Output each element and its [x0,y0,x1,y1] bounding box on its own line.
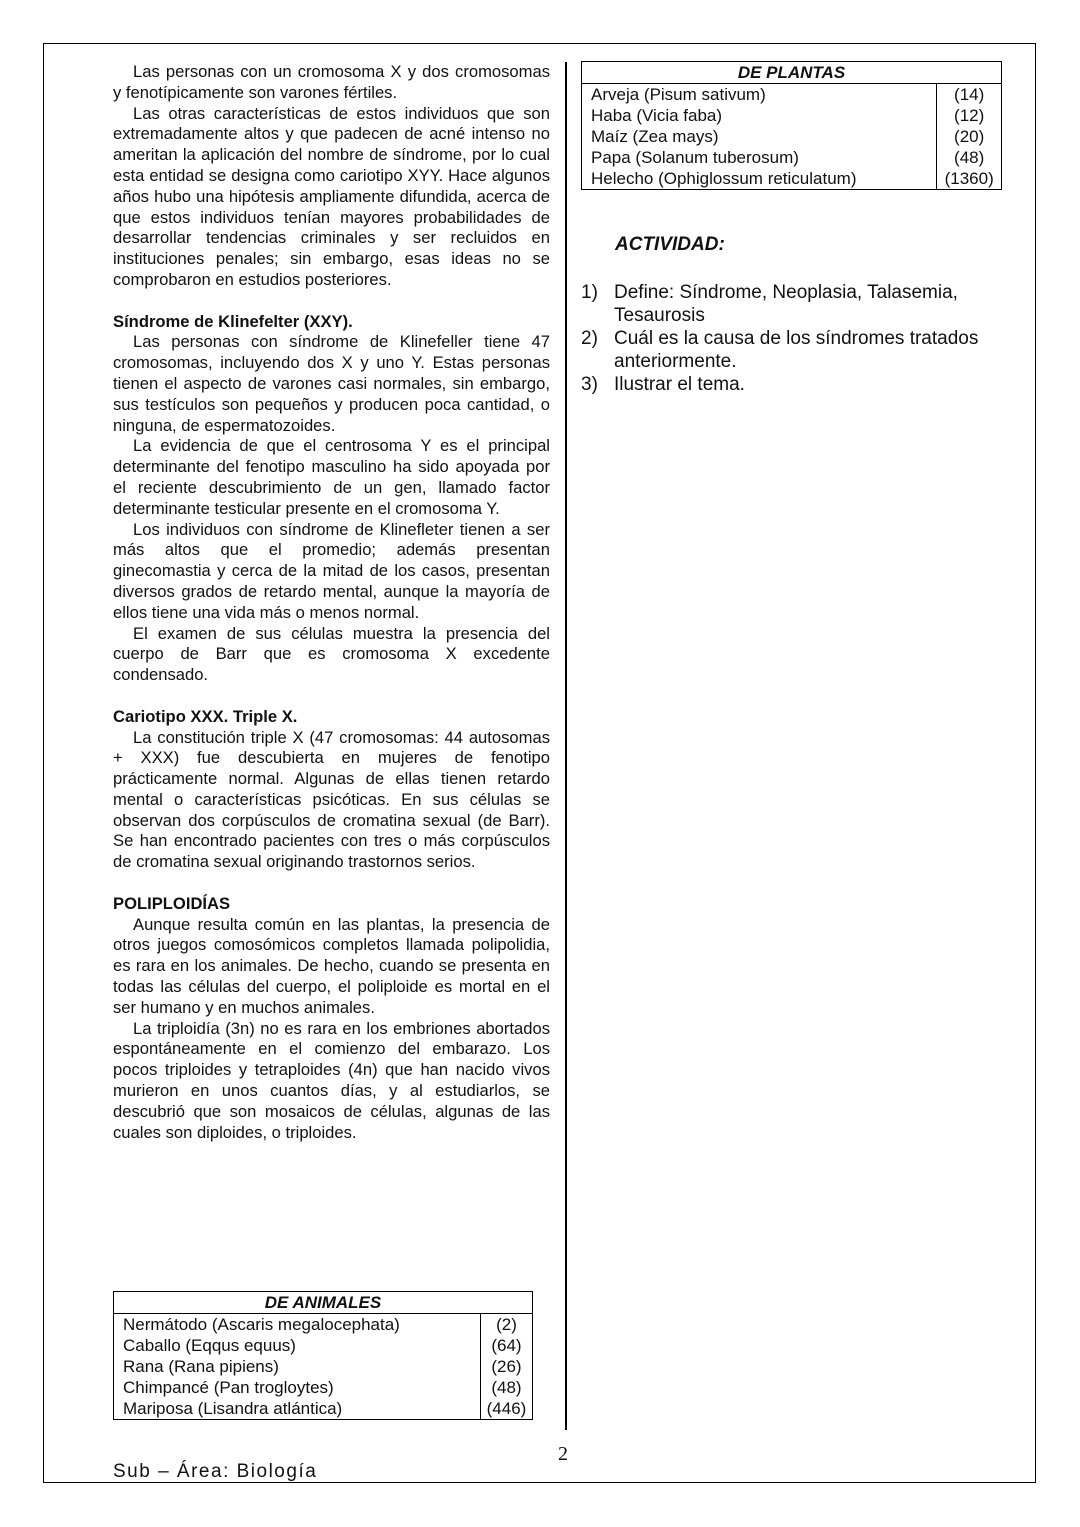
table-cell-name: Maíz (Zea mays) [591,127,719,146]
table-row [582,147,1002,168]
table-cell-name: Chimpancé (Pan trogloytes) [123,1378,334,1397]
list-item [581,327,1011,373]
table-cell-name: Rana (Rana pipiens) [123,1357,279,1376]
table-row [114,1398,533,1420]
table-cell-name: Mariposa (Lisandra atlántica) [123,1399,343,1418]
table-row [582,84,1002,106]
list-item-number: 3) [581,374,598,395]
table-cell-value: (1360) [937,168,1002,190]
table-row [114,1356,533,1377]
plants-table [581,61,1002,190]
table-cell-name: Haba (Vicia faba) [591,106,723,125]
list-item-number: 1) [581,282,598,303]
table-cell-value: (14) [937,84,1002,106]
footer-text: Sub – Área: Biología [113,1461,318,1482]
paragraph: La triploidía (3n) no es rara en los embriones abortados espontáneamente en el comienzo del embarazo. Los pocos triploides y tetraploides (4n) que han nacido vivos murieron en unos cuantos días, y al estudiarlos, se descubrió que son mosaicos de células, algunas de las cuales son diploides, o triploides. [113,1018,550,1142]
table-cell-name: Papa (Solanum tuberosum) [591,148,799,167]
paragraph: Las otras características de estos individuos que son extremadamente altos y que padecen de acné intenso no ameritan la aplicación del nombre de síndrome, por lo cual esta entidad se designa como cariotipo XYY. Hace algunos años hubo una hipótesis ampliamente difundida, acerca de que estos individuos tenían mayores probabilidades de desarrollar tendencias criminales y ser recluidos en instituciones penales; sin embargo, esas ideas no se comprobaron en estudios posteriores. [113,103,550,289]
paragraph: Las personas con síndrome de Klinefeller tiene 47 cromosomas, incluyendo dos X y uno Y. Estas personas tienen el aspecto de varones casi normales, sin embargo, sus testículos son pequeños y producen poca cantidad, o ninguna, de espermatozoides. [113,332,550,435]
section-heading-klinefelter: Síndrome de Klinefelter (XXY). [113,311,353,331]
table-cell-name: Arveja (Pisum sativum) [591,85,766,104]
table-row [114,1335,533,1356]
list-item-text: Cuál es la causa de los síndromes tratados anteriormente. [614,328,979,372]
paragraph: El examen de sus células muestra la presencia del cuerpo de Barr que es cromosoma X excedente condensado. [113,623,550,685]
section-heading-triple-x: Cariotipo XXX. Triple X. [113,706,298,726]
table-cell-value: (26) [480,1356,532,1377]
table-header: DE PLANTAS [582,62,1002,84]
list-item [581,373,1011,396]
list-item-text: Define: Síndrome, Neoplasia, Talasemia, Tesaurosis [614,282,958,326]
activity-title: ACTIVIDAD: [615,234,725,255]
page-number: 2 [558,1443,568,1465]
table-cell-value: (64) [480,1335,532,1356]
table-row [582,126,1002,147]
paragraph: La constitución triple X (47 cromosomas: 44 autosomas + XXX) fue descubierta en mujeres de fenotipo prácticamente normal. Algunas de ellas tienen retardo mental o características psicóticas. En sus células se observan dos corpúsculos de cromatina sexual (de Barr). Se han encontrado pacientes con tres o más corpúsculos de cromatina sexual originando trastornos serios. [113,727,550,872]
paragraph: Aunque resulta común en las plantas, la presencia de otros juegos comosómicos completos llamada polipolidia, es rara en los animales. De hecho, cuando se presenta en todas las células del cuerpo, el poliploide es mortal en el ser humano y en muchos animales. [113,914,550,1017]
table-cell-value: (20) [937,126,1002,147]
table-row [114,1314,533,1336]
table-cell-name: Helecho (Ophiglossum reticulatum) [591,169,857,188]
table-row [582,168,1002,190]
activity-list [581,281,1011,396]
table-cell-value: (2) [480,1314,532,1336]
section-heading-poliploidias: POLIPLOIDÍAS [113,893,231,913]
paragraph: Las personas con un cromosoma X y dos cromosomas y fenotípicamente son varones fértiles. [113,62,550,102]
list-item [581,281,1011,327]
animals-table-container [113,1291,533,1420]
table-row [114,1377,533,1398]
column-divider [565,62,567,1430]
table-header: DE ANIMALES [114,1292,533,1314]
list-item-number: 2) [581,328,598,349]
animals-table [113,1291,533,1420]
table-cell-value: (48) [937,147,1002,168]
table-row [582,105,1002,126]
table-cell-value: (446) [480,1398,532,1420]
table-cell-value: (12) [937,105,1002,126]
list-item-text: Ilustrar el tema. [614,374,745,395]
right-column [581,61,1011,396]
paragraph: La evidencia de que el centrosoma Y es el principal determinante del fenotipo masculino ha sido apoyada por el reciente descubrimiento de un gen, llamado factor determinante testicular presente en el cromosoma Y. [113,436,550,518]
table-cell-name: Nermátodo (Ascaris megalocephata) [123,1315,400,1334]
table-cell-name: Caballo (Eqqus equus) [123,1336,296,1355]
paragraph: Los individuos con síndrome de Klinefleter tienen a ser más altos que el promedio; además presentan ginecomastia y cerca de la mitad de los casos, presentan diversos grados de retardo mental, aunque la mayoría de ellos tiene una vida más o menos normal. [113,519,550,622]
table-cell-value: (48) [480,1377,532,1398]
left-column [113,62,550,1143]
